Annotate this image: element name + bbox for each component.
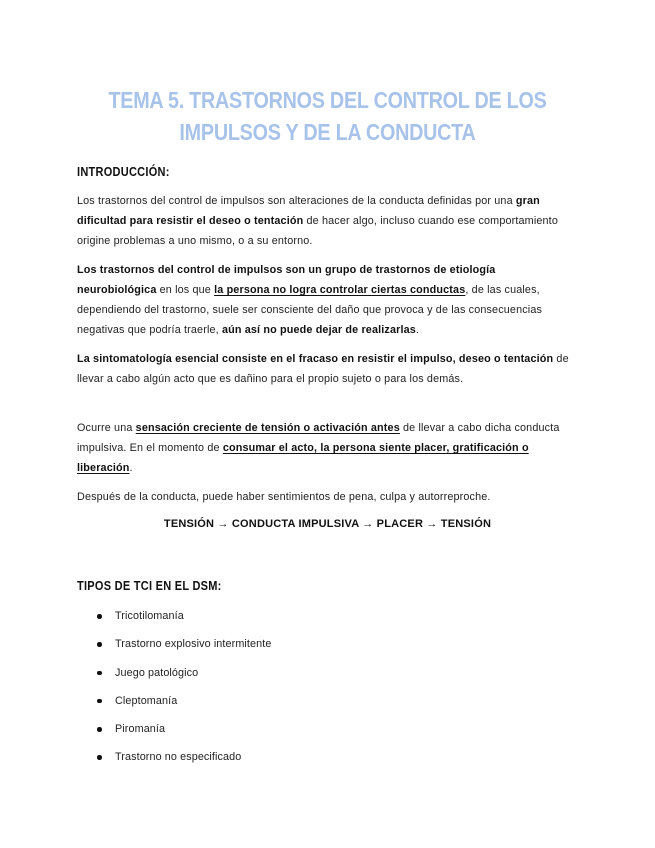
p3-bold-1: La sintomatología esencial consiste en el fracaso en resistir el impulso, deseo o tentación: [77, 353, 554, 365]
intro-heading: INTRODUCCIÓN:: [77, 165, 170, 179]
paragraph-4: [77, 418, 577, 478]
list-item: [77, 747, 271, 775]
paragraph-5: Después de la conducta, puede haber sentimientos de pena, culpa y autorreproche.: [77, 491, 491, 503]
list-item-label: Juego patológico: [115, 666, 199, 679]
list-item: [77, 634, 271, 662]
p4-text-3: .: [129, 462, 133, 474]
list-item: [77, 663, 271, 691]
p2-text-3: .: [415, 324, 420, 336]
p4-underline-1: sensación creciente de tensión o activación antes: [135, 422, 400, 434]
bullet-icon: [97, 727, 102, 732]
list-item-label: Trastorno explosivo intermitente: [115, 638, 272, 651]
paragraph-3: [77, 349, 577, 389]
p4-text-1: Ocurre una: [77, 422, 136, 434]
p1-text-2: de hacer algo, incluso cuando ese comportamiento origine problemas a uno mismo, o a su entorno.: [77, 215, 558, 247]
p1-bold-1: gran dificultad para resistir el deseo o tentación: [77, 195, 540, 227]
p2-text-2: , de las cuales, dependiendo del trastorno, suele ser consciente del daño que provoca y de las consecuencias negativas que podría traerle,: [77, 284, 543, 336]
paragraph-1: [77, 191, 577, 251]
p4-text-2: de llevar a cabo dicha conducta impulsiva. En el momento de: [77, 422, 560, 454]
p1-text-1: Los trastornos del control de impulsos son alteraciones de la conducta definidas por una: [77, 195, 516, 207]
bullet-icon: [97, 614, 102, 619]
list-item-label: Trastorno no especificado: [115, 751, 242, 764]
types-list: [77, 606, 271, 776]
list-item-label: Piromanía: [115, 723, 166, 736]
bullet-icon: [97, 642, 102, 647]
paragraph-2: [77, 260, 577, 340]
bullet-icon: [97, 699, 102, 704]
list-item-label: Cleptomanía: [115, 694, 178, 707]
bullet-icon: [97, 671, 102, 676]
p3-text-1: de llevar a cabo algún acto que es dañino para el propio sujeto o para los demás.: [77, 353, 569, 385]
bullet-icon: [97, 755, 102, 760]
page-title: [46, 84, 609, 148]
types-heading: TIPOS DE TCI EN EL DSM:: [77, 579, 222, 593]
list-item: [77, 606, 271, 634]
title-line-2: IMPULSOS Y DE LA CONDUCTA: [179, 119, 476, 145]
list-item-label: Tricotilomanía: [115, 610, 184, 622]
tension-cycle: TENSIÓN → CONDUCTA IMPULSIVA → PLACER → TENSIÓN: [163, 518, 492, 530]
list-item: [77, 691, 271, 719]
p2-text-1: en los que: [156, 284, 215, 296]
p4-underline-2: consumar el acto, la persona siente placer, gratificación o liberación: [77, 442, 529, 474]
p2-bold-1: Los trastornos del control de impulsos son un grupo de trastornos de etiología neurobiológica: [77, 264, 496, 296]
list-item: [77, 719, 271, 747]
title-line-1: TEMA 5. TRASTORNOS DEL CONTROL DE LOS: [108, 87, 547, 113]
p2-underline-1: la persona no logra controlar ciertas conductas: [214, 284, 466, 296]
p2-bold-2: aún así no puede dejar de realizarlas: [221, 324, 416, 336]
